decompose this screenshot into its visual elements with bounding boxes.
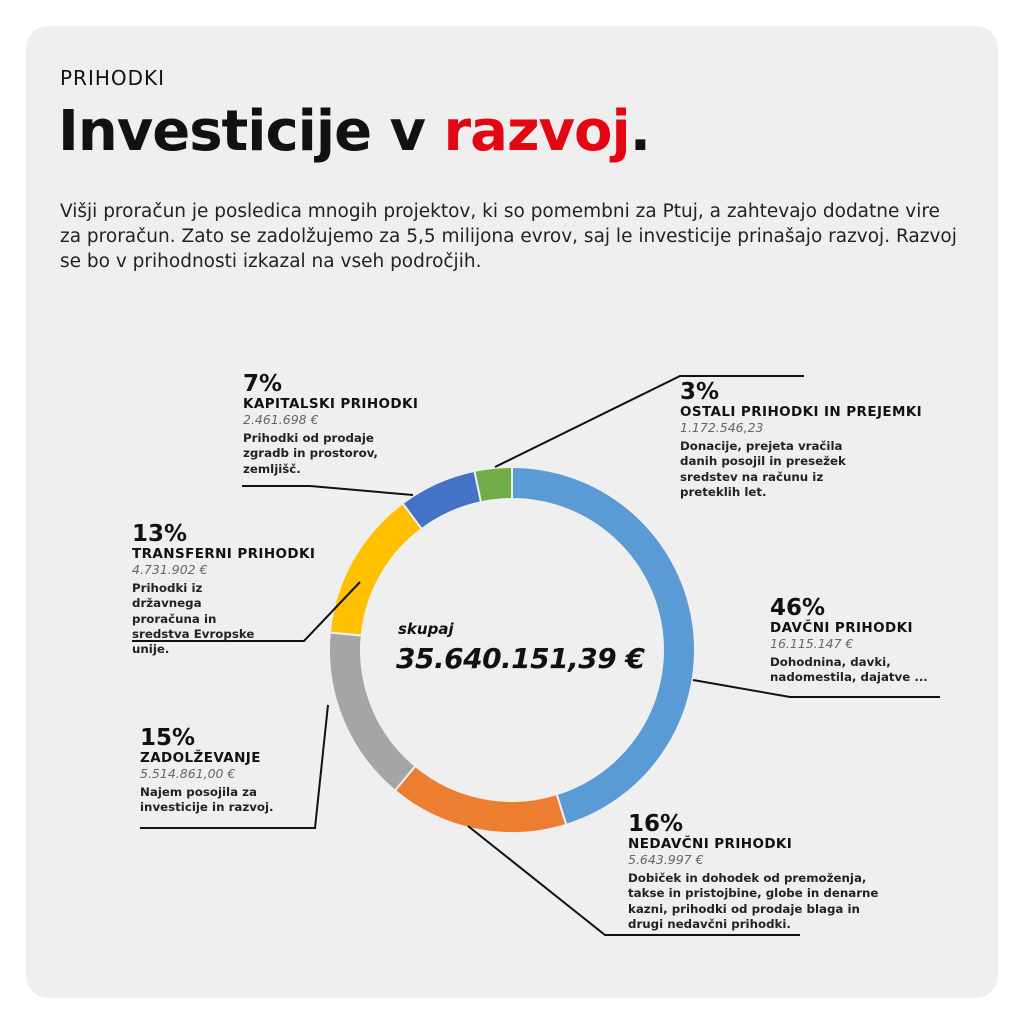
- percent-label: 16%: [628, 811, 684, 837]
- donut-slice-kapitalski: [403, 471, 481, 529]
- category-description: Dohodnina, davki, nadomestila, dajatve ...: [770, 654, 928, 685]
- category-description: Najem posojila za investicije in razvoj.: [140, 784, 274, 815]
- category-amount: 5.643.997 €: [628, 852, 704, 868]
- intro-paragraph: Višji proračun je posledica mnogih projektov, ki so pomembni za Ptuj, a zahtevajo dodatne vire za proračun. Zato se zadolžujemo za 5,5 milijona evrov, saj le investicije prinašajo razvoj. Razvoj se bo v prihodnosti izkazal na vseh področjih.: [60, 201, 957, 272]
- category-amount: 1.172.546,23: [680, 420, 764, 436]
- label-kapitalski: [243, 372, 443, 477]
- category-description: Prihodki iz državnega proračuna in sredstva Evropske unije.: [132, 580, 255, 657]
- title-end: .: [629, 99, 650, 164]
- category-amount: 2.461.698 €: [243, 412, 319, 428]
- title-accent: razvoj: [443, 99, 630, 164]
- percent-label: 7%: [243, 371, 283, 397]
- center-caption: skupaj: [398, 620, 454, 638]
- leader-line-kapitalski: [242, 486, 413, 495]
- category-name: ZADOLŽEVANJE: [140, 750, 261, 767]
- category-description: Dobiček in dohodek od premoženja, takse in pristojbine, globe in denarne kazni, prihodki od prodaje blaga in drugi nedavčni prihodki.: [628, 870, 879, 931]
- category-description: Prihodki od prodaje zgradb in prostorov, zemljišč.: [243, 430, 378, 476]
- label-transferni: [132, 522, 342, 658]
- title-main: Investicije v: [58, 99, 444, 164]
- category-name: OSTALI PRIHODKI IN PREJEMKI: [680, 404, 923, 421]
- label-zadolzevanje: [140, 726, 310, 816]
- category-name: DAVČNI PRIHODKI: [770, 620, 913, 637]
- label-davcni: [770, 596, 970, 686]
- category-name: KAPITALSKI PRIHODKI: [243, 396, 419, 413]
- percent-label: 46%: [770, 595, 826, 621]
- category-amount: 5.514.861,00 €: [140, 766, 236, 782]
- percent-label: 15%: [140, 725, 196, 751]
- category-amount: 4.731.902 €: [132, 562, 208, 578]
- category-amount: 16.115.147 €: [770, 636, 854, 652]
- percent-label: 13%: [132, 521, 188, 547]
- category-name: NEDAVČNI PRIHODKI: [628, 836, 793, 853]
- category-description: Donacije, prejeta vračila danih posojil in presežek sredstev na računu iz preteklih let.: [680, 438, 846, 499]
- label-nedavcni: [628, 812, 898, 932]
- section-kicker: PRIHODKI: [60, 66, 166, 90]
- percent-label: 3%: [680, 379, 720, 405]
- category-name: TRANSFERNI PRIHODKI: [132, 546, 316, 563]
- donut-slice-nedavcni: [395, 766, 566, 833]
- donut-slice-transferni: [330, 503, 422, 635]
- donut-slice-ostali: [474, 467, 512, 502]
- label-ostali: [680, 380, 940, 500]
- center-total: 35.640.151,39 €: [396, 642, 645, 675]
